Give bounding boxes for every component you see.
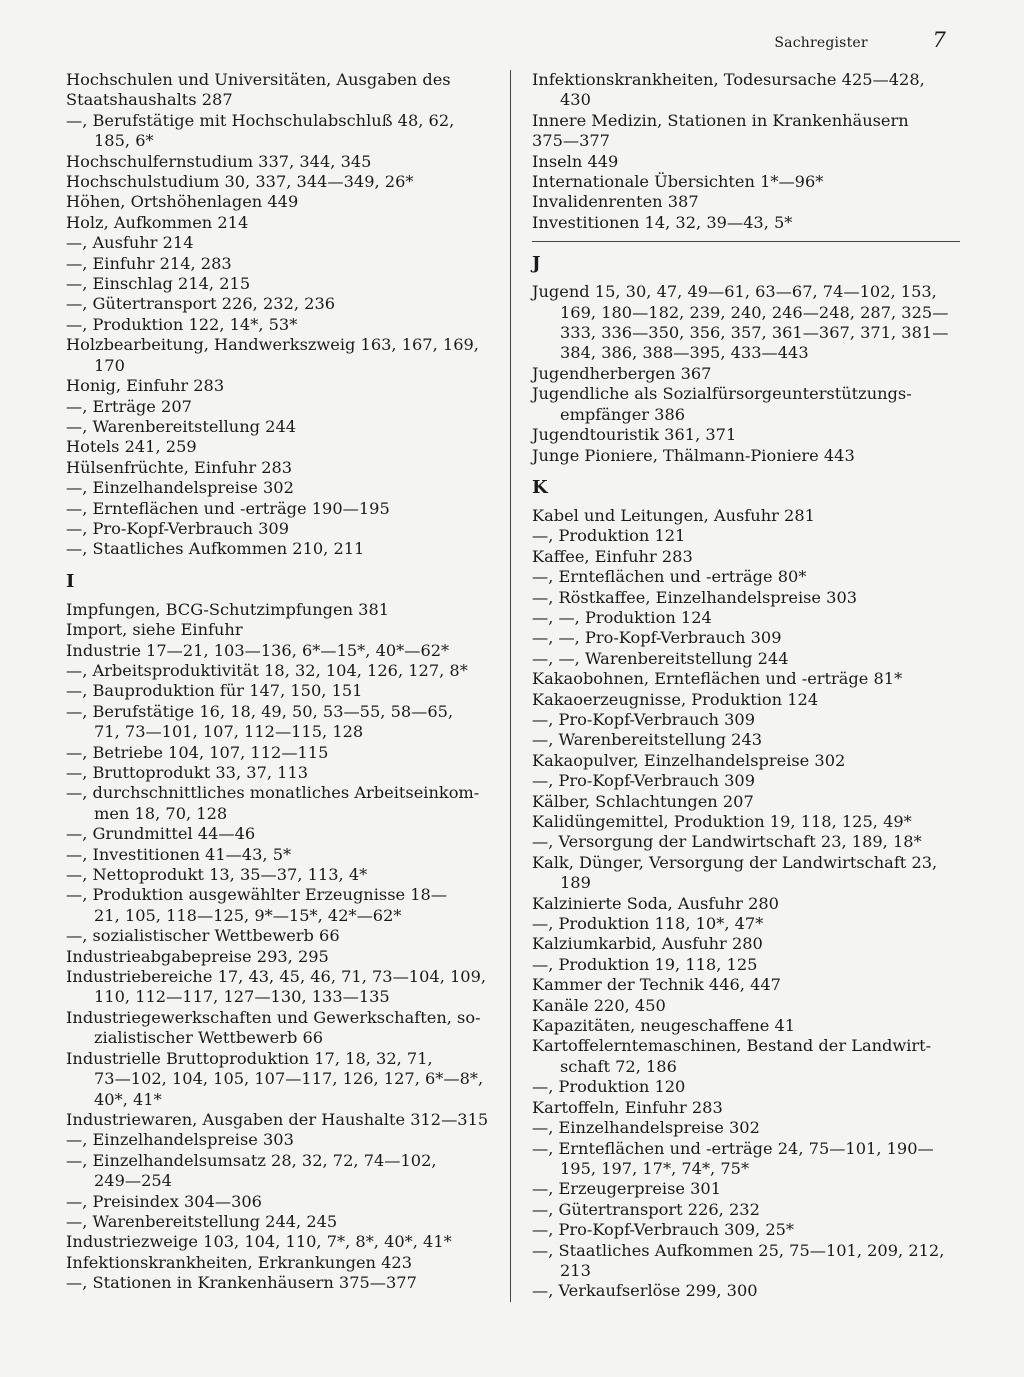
index-entry: Investitionen 14, 32, 39—43, 5* (532, 212, 793, 232)
index-entry: Kaffee, Einfuhr 283 (532, 546, 693, 566)
index-entry: Kanäle 220, 450 (532, 995, 666, 1015)
index-entry: Kakaopulver, Einzelhandelspreise 302 (532, 750, 846, 770)
right-block-k (532, 506, 960, 1302)
index-entry: Hochschulstudium 30, 337, 344—349, 26* (66, 172, 414, 192)
index-entry: Invalidenrenten 387 (532, 192, 699, 212)
index-entry: 185, 6* (94, 131, 154, 151)
index-entry: —, Produktion 19, 118, 125 (532, 954, 758, 974)
index-entry: —, —, Warenbereitstellung 244 (532, 648, 789, 668)
index-entry: —, Einzelhandelspreise 303 (66, 1130, 294, 1150)
index-entry: Kapazitäten, neugeschaffene 41 (532, 1016, 796, 1036)
index-entry: —, Einzelhandelsumsatz 28, 32, 72, 74—102, (66, 1150, 437, 1170)
index-entry: Industrielle Bruttoproduktion 17, 18, 32, 71, (66, 1048, 433, 1068)
column-divider (510, 70, 511, 1302)
index-entry: 170 (94, 355, 125, 375)
index-entry: Import, siehe Einfuhr (66, 620, 243, 640)
index-entry: zialistischer Wettbewerb 66 (94, 1028, 324, 1048)
index-entry: 169, 180—182, 239, 240, 246—248, 287, 325— (560, 302, 949, 322)
index-entry: men 18, 70, 128 (94, 803, 228, 823)
right-block-j (532, 282, 960, 466)
index-entry: —, Pro-Kopf-Verbrauch 309 (66, 518, 290, 538)
index-entry: Industriebereiche 17, 43, 45, 46, 71, 73—104, 109, (66, 967, 487, 987)
index-entry: Kakaoerzeugnisse, Produktion 124 (532, 689, 819, 709)
index-entry: 384, 386, 388—395, 433—443 (560, 343, 809, 363)
index-entry: —, Einzelhandelspreise 302 (66, 478, 294, 498)
index-entry: Hülsenfrüchte, Einfuhr 283 (66, 457, 293, 477)
index-entry: Kartoffeln, Einfuhr 283 (532, 1097, 723, 1117)
index-entry: —, Ausfuhr 214 (66, 233, 194, 253)
index-entry: 375—377 (532, 131, 610, 151)
index-entry: —, Warenbereitstellung 244, 245 (66, 1211, 338, 1231)
index-entry: 189 (560, 873, 591, 893)
left-column (66, 70, 490, 1294)
index-entry: Holzbearbeitung, Handwerkszweig 163, 167, 169, (66, 335, 479, 355)
index-entry: —, Verkaufserlöse 299, 300 (532, 1281, 758, 1301)
index-entry: —, Berufstätige 16, 18, 49, 50, 53—55, 58—65, (66, 701, 454, 721)
index-entry: —, Staatliches Aufkommen 210, 211 (66, 539, 365, 559)
index-entry: —, Röstkaffee, Einzelhandelspreise 303 (532, 587, 858, 607)
index-entry: Inseln 449 (532, 151, 619, 171)
index-entry: —, Bruttoprodukt 33, 37, 113 (66, 763, 309, 782)
index-entry: Internationale Übersichten 1*—96* (532, 172, 824, 192)
index-entry: —, Pro-Kopf-Verbrauch 309 (532, 771, 756, 791)
index-entry: Kammer der Technik 446, 447 (532, 975, 781, 995)
index-entry: —, Arbeitsproduktivität 18, 32, 104, 126, 127, 8* (66, 660, 468, 680)
index-entry: —, Gütertransport 226, 232, 236 (66, 294, 336, 314)
right-block-i (532, 70, 960, 233)
index-entry: —, Gütertransport 226, 232 (532, 1199, 760, 1219)
index-entry: Infektionskrankheiten, Erkrankungen 423 (66, 1252, 413, 1272)
index-entry: Innere Medizin, Stationen in Krankenhäusern (532, 110, 909, 130)
index-entry: 213 (560, 1260, 591, 1280)
index-entry: 333, 336—350, 356, 357, 361—367, 371, 381— (560, 323, 949, 343)
index-entry: —, Produktion 121 (532, 526, 686, 546)
index-entry: Impfungen, BCG-Schutzimpfungen 381 (66, 599, 390, 619)
right-column (532, 70, 960, 1302)
index-entry: Junge Pioniere, Thälmann-Pioniere 443 (532, 445, 855, 465)
index-entry: 249—254 (94, 1171, 172, 1191)
index-entry: —, Grundmittel 44—46 (66, 824, 256, 844)
index-entry: —, Warenbereitstellung 243 (532, 730, 763, 750)
section-letter-j: J (532, 253, 541, 275)
index-entry: Hochschulfernstudium 337, 344, 345 (66, 151, 372, 171)
index-entry: empfänger 386 (560, 404, 686, 424)
index-entry: Kalk, Dünger, Versorgung der Landwirtschaft 23, (532, 852, 938, 872)
index-entry: 71, 73—101, 107, 112—115, 128 (94, 722, 364, 742)
index-entry: Hochschulen und Universitäten, Ausgaben des (66, 70, 451, 89)
index-entry: —, Einzelhandelspreise 302 (532, 1118, 760, 1138)
index-entry: Industriewaren, Ausgaben der Haushalte 312—315 (66, 1109, 489, 1129)
left-block-i (66, 600, 490, 1294)
index-entry: 110, 112—117, 127—130, 133—135 (94, 987, 390, 1007)
index-entry: —, Nettoprodukt 13, 35—37, 113, 4* (66, 865, 368, 885)
index-entry: —, Bauproduktion für 147, 150, 151 (66, 681, 363, 701)
index-entry: —, —, Pro-Kopf-Verbrauch 309 (532, 628, 782, 648)
section-letter-i: I (66, 570, 75, 592)
index-entry: Industrie 17—21, 103—136, 6*—15*, 40*—62* (66, 640, 450, 660)
index-entry: —, Preisindex 304—306 (66, 1191, 262, 1211)
index-entry: Hotels 241, 259 (66, 437, 197, 457)
index-entry: —, Staatliches Aufkommen 25, 75—101, 209, 212, (532, 1240, 945, 1260)
page-header (774, 28, 946, 52)
index-entry: —, Warenbereitstellung 244 (66, 416, 297, 436)
index-entry: —, Produktion 122, 14*, 53* (66, 314, 298, 334)
index-entry: —, Produktion 120 (532, 1077, 686, 1097)
index-entry: Infektionskrankheiten, Todesursache 425—428, (532, 70, 925, 89)
index-entry: —, Pro-Kopf-Verbrauch 309, 25* (532, 1220, 795, 1240)
index-entry: Industriezweige 103, 104, 110, 7*, 8*, 40*, 41* (66, 1232, 452, 1252)
index-entry: 21, 105, 118—125, 9*—15*, 42*—62* (94, 905, 402, 925)
index-entry: Kartoffelerntemaschinen, Bestand der Landwirt- (532, 1036, 932, 1056)
index-entry: Jugendliche als Sozialfürsorgeunterstützungs- (532, 384, 912, 404)
index-entry: Höhen, Ortshöhenlagen 449 (66, 192, 299, 212)
index-entry: 40*, 41* (94, 1089, 162, 1109)
index-entry: 73—102, 104, 105, 107—117, 126, 127, 6*—8*, (94, 1069, 484, 1089)
index-entry: Jugendtouristik 361, 371 (532, 425, 737, 445)
index-entry: —, Erzeugerpreise 301 (532, 1179, 722, 1199)
running-title: Sachregister (774, 35, 868, 51)
index-entry: Kakaobohnen, Ernteflächen und -erträge 81* (532, 669, 903, 689)
index-entry: 430 (560, 90, 591, 110)
index-entry: —, durchschnittliches monatliches Arbeitseinkom- (66, 783, 480, 803)
index-entry: —, Investitionen 41—43, 5* (66, 844, 292, 864)
index-entry: —, Erträge 207 (66, 396, 192, 416)
index-entry: —, Ernteflächen und -erträge 190—195 (66, 498, 390, 518)
left-block-h (66, 70, 490, 560)
index-entry: Kalzinierte Soda, Ausfuhr 280 (532, 893, 779, 913)
section-rule (532, 241, 960, 242)
index-entry: Holz, Aufkommen 214 (66, 212, 249, 232)
index-entry: —, Einschlag 214, 215 (66, 274, 251, 294)
section-letter-k: K (532, 476, 548, 498)
index-entry: —, Berufstätige mit Hochschulabschluß 48, 62, (66, 110, 455, 130)
index-entry: Jugendherbergen 367 (532, 363, 712, 383)
index-entry: —, Stationen in Krankenhäusern 375—377 (66, 1273, 417, 1293)
index-entry: —, Pro-Kopf-Verbrauch 309 (532, 709, 756, 729)
index-entry: Kälber, Schlachtungen 207 (532, 791, 754, 811)
index-entry: —, Produktion ausgewählter Erzeugnisse 18— (66, 885, 448, 905)
index-entry: Kabel und Leitungen, Ausfuhr 281 (532, 505, 815, 525)
index-entry: Industriegewerkschaften und Gewerkschaften, so- (66, 1007, 481, 1027)
index-entry: Honig, Einfuhr 283 (66, 376, 225, 396)
index-entry: —, Betriebe 104, 107, 112—115 (66, 742, 329, 762)
index-entry: Jugend 15, 30, 47, 49—61, 63—67, 74—102, 153, (532, 282, 937, 302)
index-entry: —, —, Produktion 124 (532, 607, 712, 627)
index-entry: —, Ernteflächen und -erträge 80* (532, 567, 807, 587)
page-number: 7 (932, 28, 946, 52)
index-entry: schaft 72, 186 (560, 1056, 677, 1076)
index-entry: Staatshaushalts 287 (66, 90, 233, 110)
index-entry: —, Produktion 118, 10*, 47* (532, 914, 764, 934)
index-entry: —, Einfuhr 214, 283 (66, 253, 232, 273)
index-entry: —, Versorgung der Landwirtschaft 23, 189, 18* (532, 832, 922, 852)
index-entry: —, sozialistischer Wettbewerb 66 (66, 926, 340, 946)
index-entry: 195, 197, 17*, 74*, 75* (560, 1158, 750, 1178)
index-entry: —, Ernteflächen und -erträge 24, 75—101, 190— (532, 1138, 934, 1158)
index-entry: Kalidüngemittel, Produktion 19, 118, 125, 49* (532, 812, 912, 831)
index-entry: Kalziumkarbid, Ausfuhr 280 (532, 934, 763, 954)
index-entry: Industrieabgabepreise 293, 295 (66, 946, 329, 966)
